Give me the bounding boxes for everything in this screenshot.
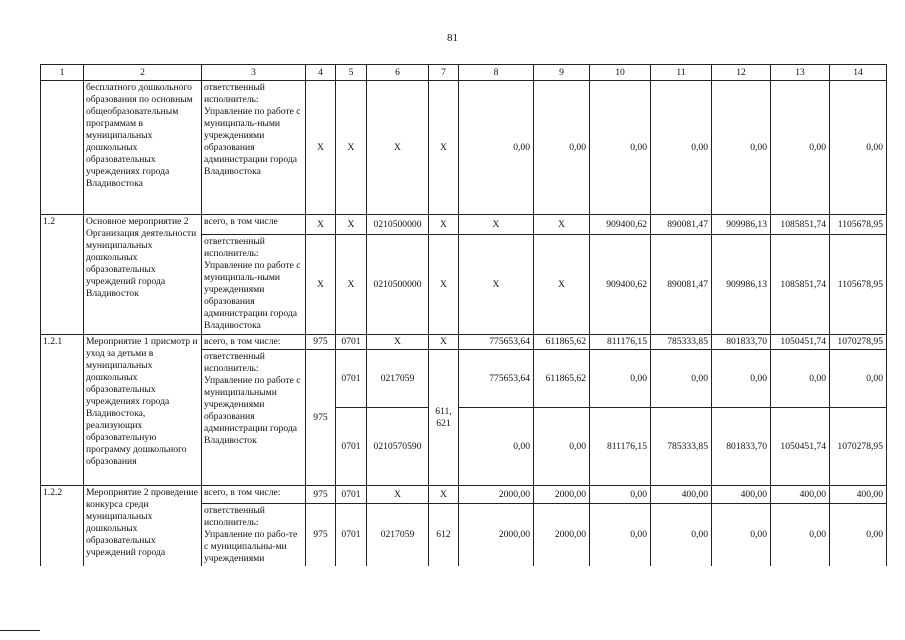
amount-cell: 1085851,74 bbox=[771, 235, 830, 335]
table-cell: 0701 bbox=[336, 408, 367, 486]
row-number-cell: 1.2 bbox=[41, 215, 84, 335]
amount-cell: 611865,62 bbox=[534, 335, 590, 350]
amount-cell: 400,00 bbox=[771, 486, 830, 504]
header-cell: 1 bbox=[41, 65, 84, 81]
amount-cell: 0,00 bbox=[771, 350, 830, 408]
table-cell: Х bbox=[429, 235, 459, 335]
amount-cell: 890081,47 bbox=[651, 215, 712, 235]
header-cell: 3 bbox=[202, 65, 306, 81]
amount-cell: 1085851,74 bbox=[771, 215, 830, 235]
responsible-cell: всего, в том числе: bbox=[202, 335, 306, 350]
amount-cell: 811176,15 bbox=[590, 335, 651, 350]
header-cell: 13 bbox=[771, 65, 830, 81]
table-cell: Х bbox=[429, 335, 459, 350]
amount-cell: 2000,00 bbox=[534, 486, 590, 504]
table-row bbox=[41, 215, 887, 235]
header-cell: 9 bbox=[534, 65, 590, 81]
table-cell: 975 bbox=[306, 504, 336, 567]
amount-cell: 0,00 bbox=[651, 504, 712, 567]
responsible-cell: ответственный исполнитель: Управление по работе с муниципальными учреждениями образования администрации города Владивосток bbox=[202, 350, 306, 486]
table-cell: Х bbox=[534, 215, 590, 235]
table-cell: Х bbox=[429, 81, 459, 215]
table-cell: Х bbox=[459, 235, 534, 335]
table-cell: Х bbox=[306, 81, 336, 215]
table-cell: 611, 621 bbox=[429, 350, 459, 486]
amount-cell: 785333,85 bbox=[651, 335, 712, 350]
amount-cell: 890081,47 bbox=[651, 235, 712, 335]
amount-cell: 909400,62 bbox=[590, 215, 651, 235]
amount-cell: 2000,00 bbox=[534, 504, 590, 567]
table-row bbox=[41, 81, 887, 215]
responsible-cell: ответственный исполнитель: Управление по работе с муниципаль-ными учреждениями образования администрации города Владивостока bbox=[202, 81, 306, 215]
amount-cell: 1050451,74 bbox=[771, 408, 830, 486]
amount-cell: 0,00 bbox=[712, 350, 771, 408]
amount-cell: 0,00 bbox=[590, 504, 651, 567]
header-cell: 12 bbox=[712, 65, 771, 81]
budget-table bbox=[40, 64, 887, 566]
table-cell: 0701 bbox=[336, 486, 367, 504]
header-cell: 11 bbox=[651, 65, 712, 81]
amount-cell: 0,00 bbox=[459, 408, 534, 486]
table-cell: Х bbox=[336, 215, 367, 235]
amount-cell: 801833,70 bbox=[712, 335, 771, 350]
header-cell: 7 bbox=[429, 65, 459, 81]
table-cell: 0701 bbox=[336, 504, 367, 567]
amount-cell: 1105678,95 bbox=[830, 235, 887, 335]
amount-cell: 400,00 bbox=[712, 486, 771, 504]
amount-cell: 611865,62 bbox=[534, 350, 590, 408]
table-cell: 612 bbox=[429, 504, 459, 567]
table-cell: Х bbox=[429, 486, 459, 504]
header-cell: 2 bbox=[84, 65, 202, 81]
amount-cell: 0,00 bbox=[830, 350, 887, 408]
responsible-cell: всего, в том числе bbox=[202, 215, 306, 235]
table-cell: 0210500000 bbox=[367, 215, 429, 235]
amount-cell: 909400,62 bbox=[590, 235, 651, 335]
header-cell: 8 bbox=[459, 65, 534, 81]
header-cell: 14 bbox=[830, 65, 887, 81]
amount-cell: 0,00 bbox=[771, 504, 830, 567]
amount-cell: 1070278,95 bbox=[830, 408, 887, 486]
amount-cell: 1050451,74 bbox=[771, 335, 830, 350]
table-cell: 975 bbox=[306, 350, 336, 486]
amount-cell: 0,00 bbox=[590, 486, 651, 504]
table-cell: Х bbox=[306, 215, 336, 235]
amount-cell: 811176,15 bbox=[590, 408, 651, 486]
table-cell: 0210500000 bbox=[367, 235, 429, 335]
table-row bbox=[41, 486, 887, 504]
amount-cell: 2000,00 bbox=[459, 504, 534, 567]
header-cell: 6 bbox=[367, 65, 429, 81]
table-cell: Х bbox=[534, 235, 590, 335]
amount-cell: 400,00 bbox=[651, 486, 712, 504]
amount-cell: 1070278,95 bbox=[830, 335, 887, 350]
amount-cell: 775653,64 bbox=[459, 350, 534, 408]
row-number-cell bbox=[41, 81, 84, 215]
table-cell: 0701 bbox=[336, 350, 367, 408]
activity-name-cell: Мероприятие 2 проведение конкурса среди муниципальных дошкольных образовательных учреждений города bbox=[84, 486, 202, 567]
table-cell: 975 bbox=[306, 335, 336, 350]
responsible-cell: ответственный исполнитель: Управление по работе с муниципаль-ными учреждениями образования администрации города Владивостока bbox=[202, 235, 306, 335]
amount-cell: 785333,85 bbox=[651, 408, 712, 486]
table-cell: Х bbox=[367, 335, 429, 350]
table-cell: Х bbox=[459, 215, 534, 235]
amount-cell: 0,00 bbox=[651, 350, 712, 408]
row-number-cell: 1.2.2 bbox=[41, 486, 84, 567]
table-cell: 0210570590 bbox=[367, 408, 429, 486]
amount-cell: 775653,64 bbox=[459, 335, 534, 350]
responsible-cell: ответственный исполнитель: Управление по рабо-те с муниципальны-ми учреждениями bbox=[202, 504, 306, 567]
activity-name-cell: Мероприятие 1 присмотр и уход за детьми в муниципальных дошкольных образовательных учреждениях города Владивостока, реализующих образовательную программу дошкольного образования bbox=[84, 335, 202, 486]
table-cell: 0701 bbox=[336, 335, 367, 350]
amount-cell: 0,00 bbox=[830, 81, 887, 215]
amount-cell: 2000,00 bbox=[459, 486, 534, 504]
header-cell: 10 bbox=[590, 65, 651, 81]
row-number-cell: 1.2.1 bbox=[41, 335, 84, 486]
table-cell: Х bbox=[367, 81, 429, 215]
amount-cell: 1105678,95 bbox=[830, 215, 887, 235]
scan-edge-line bbox=[0, 630, 40, 631]
table-cell: 975 bbox=[306, 486, 336, 504]
table-cell: Х bbox=[367, 486, 429, 504]
header-row bbox=[41, 65, 887, 81]
amount-cell: 801833,70 bbox=[712, 408, 771, 486]
amount-cell: 0,00 bbox=[651, 81, 712, 215]
table-row bbox=[41, 335, 887, 350]
responsible-cell: всего, в том числе: bbox=[202, 486, 306, 504]
amount-cell: 0,00 bbox=[830, 504, 887, 567]
page-number: 81 bbox=[447, 32, 458, 44]
amount-cell: 0,00 bbox=[459, 81, 534, 215]
header-cell: 4 bbox=[306, 65, 336, 81]
amount-cell: 0,00 bbox=[712, 504, 771, 567]
table-cell: Х bbox=[306, 235, 336, 335]
table-cell: Х bbox=[429, 215, 459, 235]
amount-cell: 909986,13 bbox=[712, 235, 771, 335]
activity-name-cell: бесплатного дошкольного образования по основным общеобразовательным программам в муниципальных дошкольных образовательных учреждениях города Владивостока bbox=[84, 81, 202, 215]
amount-cell: 0,00 bbox=[771, 81, 830, 215]
table-cell: 0217059 bbox=[367, 350, 429, 408]
table-cell: Х bbox=[336, 235, 367, 335]
amount-cell: 909986,13 bbox=[712, 215, 771, 235]
amount-cell: 0,00 bbox=[534, 408, 590, 486]
amount-cell: 0,00 bbox=[712, 81, 771, 215]
amount-cell: 0,00 bbox=[534, 81, 590, 215]
header-cell: 5 bbox=[336, 65, 367, 81]
amount-cell: 400,00 bbox=[830, 486, 887, 504]
table-cell: Х bbox=[336, 81, 367, 215]
activity-name-cell: Основное мероприятие 2 Организация деятельности муниципальных дошкольных образовательных учреждений города Владивосток bbox=[84, 215, 202, 335]
table-cell: 0217059 bbox=[367, 504, 429, 567]
amount-cell: 0,00 bbox=[590, 350, 651, 408]
amount-cell: 0,00 bbox=[590, 81, 651, 215]
